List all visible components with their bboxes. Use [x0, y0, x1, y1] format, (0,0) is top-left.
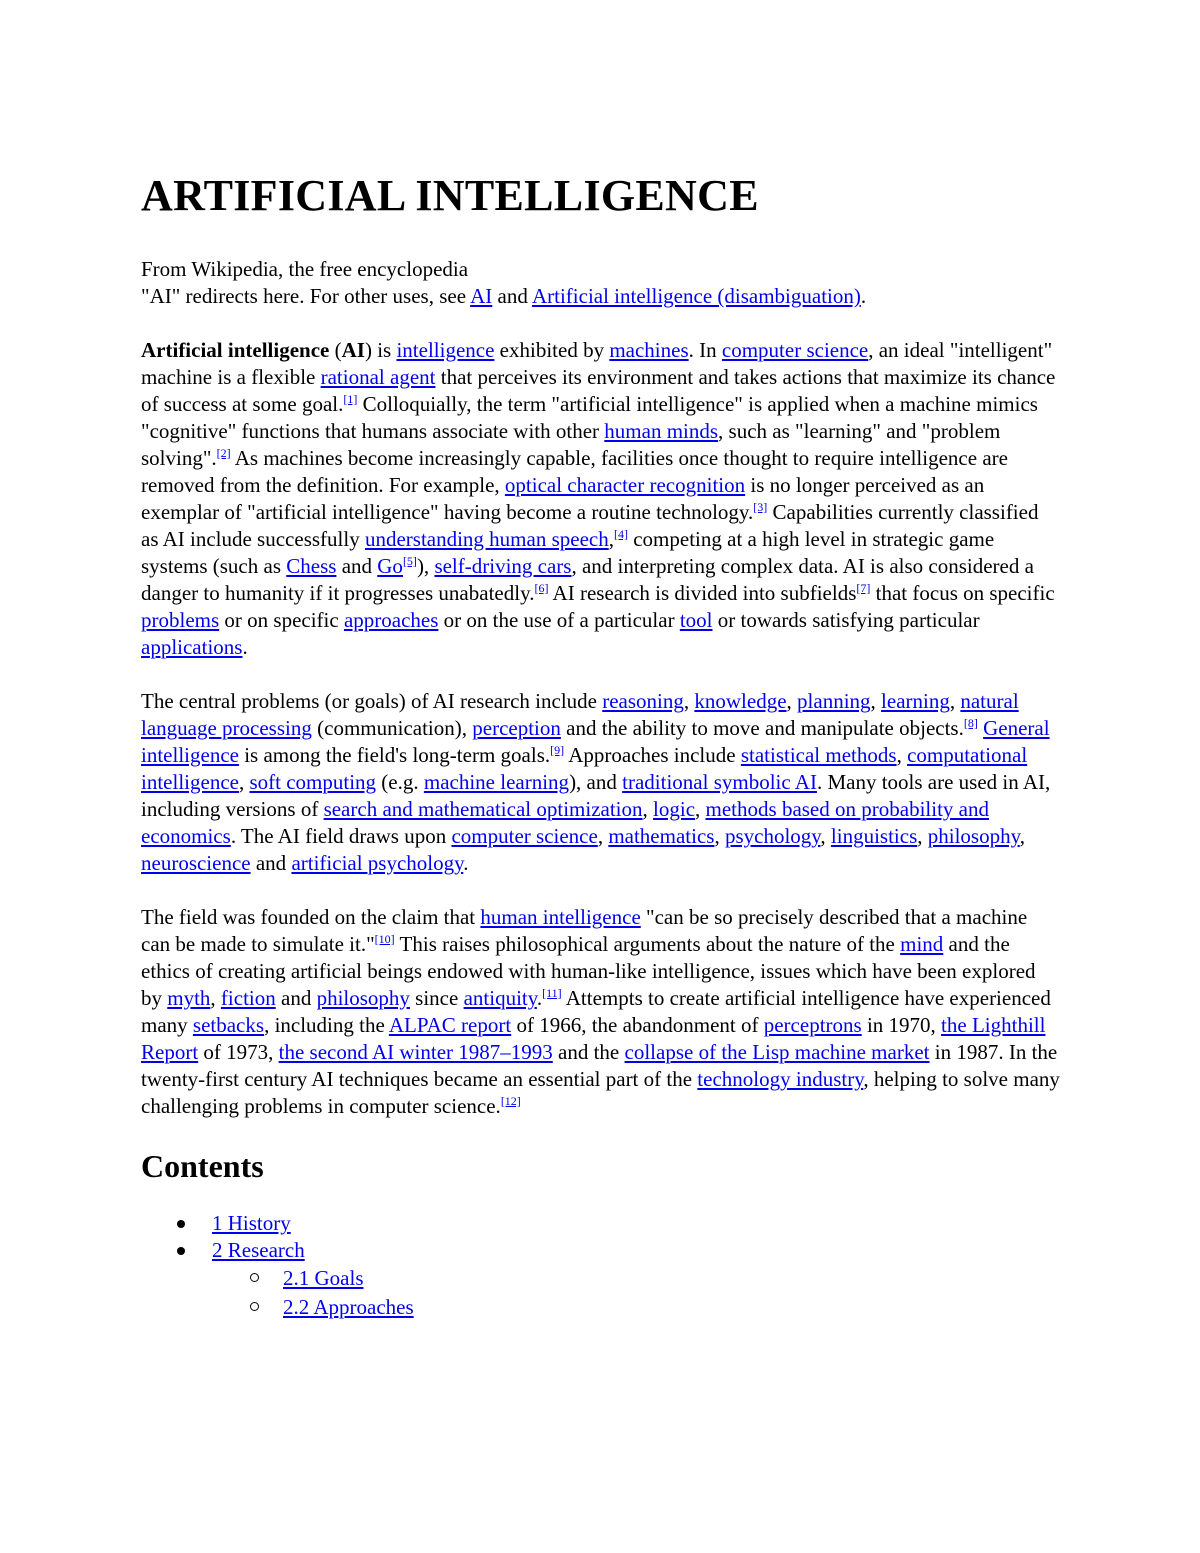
text-run: and the ethics of creating artificial beings endowed with human-like intelligence, issues which have been explored by — [141, 932, 1036, 1010]
citation — [343, 392, 357, 406]
text-run: . — [463, 851, 469, 875]
link-perception[interactable]: perception — [472, 716, 561, 740]
text-run: , — [1019, 824, 1025, 848]
text-run: . — [242, 635, 248, 659]
text-run: The field was founded on the claim that — [141, 905, 481, 929]
citation — [217, 446, 231, 460]
link-machine-learning[interactable]: machine learning — [423, 770, 570, 794]
link-planning[interactable]: planning — [797, 689, 871, 713]
link-the-lighthill-report[interactable]: the Lighthill Report — [141, 1013, 1046, 1064]
hatnote-text: . — [860, 284, 867, 308]
text-run: , — [642, 797, 654, 821]
citation-link[interactable]: [11] — [542, 986, 562, 1000]
link-logic[interactable]: logic — [653, 797, 696, 821]
text-run: competing at a high level in strategic game systems (such as — [141, 527, 995, 578]
toc-link-2-1-goals[interactable]: 2.1 Goals — [283, 1266, 364, 1290]
text-run: of 1973, — [198, 1040, 279, 1064]
link-knowledge[interactable]: knowledge — [694, 689, 787, 713]
link-methods-based-on-probability-and-economics[interactable]: methods based on probability and economics — [141, 797, 989, 848]
text-run: , and interpreting complex data. AI is also considered a danger to humanity if it progresses unabatedly. — [141, 554, 1034, 605]
link-tool[interactable]: tool — [679, 608, 713, 632]
citation-link[interactable]: [12] — [500, 1094, 521, 1108]
link-statistical-methods[interactable]: statistical methods — [740, 743, 897, 767]
citation — [501, 1094, 521, 1108]
hatnote-link-disambiguation[interactable]: Artificial intelligence (disambiguation) — [531, 284, 861, 308]
paragraph-history — [141, 904, 1061, 1120]
text-run: , — [210, 986, 221, 1010]
text-run: , — [786, 689, 798, 713]
link-optical-character-recognition[interactable]: optical character recognition — [504, 473, 746, 497]
text-run: ), and — [569, 770, 623, 794]
paragraph-intro — [141, 337, 1061, 661]
hatnote-text: and — [492, 284, 532, 308]
hatnote-link-ai[interactable]: AI — [470, 284, 493, 308]
citation-link[interactable]: [8] — [963, 716, 978, 730]
text-run: , — [870, 689, 882, 713]
citation-link[interactable]: [6] — [534, 581, 549, 595]
citation-link[interactable]: [7] — [856, 581, 871, 595]
text-run: , — [683, 689, 695, 713]
link-alpac-report[interactable]: ALPAC report — [388, 1013, 512, 1037]
text-run: . — [536, 986, 543, 1010]
text-run: or towards satisfying particular — [712, 608, 980, 632]
link-soft-computing[interactable]: soft computing — [249, 770, 377, 794]
citation-link[interactable]: [3] — [753, 500, 768, 514]
link-machines[interactable]: machines — [609, 338, 689, 362]
link-human-intelligence[interactable]: human intelligence — [480, 905, 641, 929]
text-run: Approaches include — [564, 743, 741, 767]
link-psychology[interactable]: psychology — [724, 824, 821, 848]
text-run: is no longer perceived as an exemplar of "artificial intelligence" having become a routine technology. — [141, 473, 985, 524]
text-run: , — [695, 797, 706, 821]
link-computer-science[interactable]: computer science — [451, 824, 598, 848]
toc-link-2-research[interactable]: 2 Research — [212, 1238, 305, 1262]
text-run: , — [597, 824, 609, 848]
link-antiquity[interactable]: antiquity — [463, 986, 537, 1010]
link-perceptrons[interactable]: perceptrons — [763, 1013, 862, 1037]
text-run: (e.g. — [376, 770, 424, 794]
citation-link[interactable]: [5] — [402, 554, 417, 568]
link-linguistics[interactable]: linguistics — [830, 824, 918, 848]
citation — [534, 581, 548, 595]
citation — [753, 500, 767, 514]
text-run: in 1987. In the twenty-first century AI techniques became an essential part of the — [141, 1040, 1058, 1091]
link-traditional-symbolic-ai[interactable]: traditional symbolic AI — [622, 770, 817, 794]
text-run: since — [409, 986, 464, 1010]
citation — [964, 716, 978, 730]
text-run: ( — [329, 338, 342, 362]
text-run: Capabilities currently classified as AI include successfully — [141, 500, 1039, 551]
link-computer-science[interactable]: computer science — [721, 338, 869, 362]
text-run: , — [896, 743, 908, 767]
link-self-driving-cars[interactable]: self-driving cars — [434, 554, 572, 578]
text-run: "can be so precisely described that a machine can be made to simulate it." — [141, 905, 1028, 956]
citation — [550, 743, 564, 757]
from-line: From Wikipedia, the free encyclopedia — [141, 257, 469, 281]
text-run: ) is — [364, 338, 397, 362]
bold-term: Artificial intelligence — [141, 338, 330, 362]
link-natural-language-processing[interactable]: natural language processing — [141, 689, 1019, 740]
text-run: , — [238, 770, 250, 794]
citation-link[interactable]: [4] — [613, 527, 628, 541]
text-run: and — [336, 554, 378, 578]
link-artificial-psychology[interactable]: artificial psychology — [291, 851, 464, 875]
toc-item — [141, 1210, 1061, 1237]
text-run: , — [608, 527, 614, 551]
text-run: or on specific — [219, 608, 344, 632]
text-run: The central problems (or goals) of AI research include — [141, 689, 603, 713]
text-run: . In — [688, 338, 722, 362]
text-run: and — [275, 986, 317, 1010]
text-run: , — [917, 824, 928, 848]
citation — [542, 986, 562, 1000]
link-search-and-mathematical-optimization[interactable]: search and mathematical optimization — [323, 797, 643, 821]
text-run: , — [714, 824, 725, 848]
link-intelligence[interactable]: intelligence — [396, 338, 495, 362]
link-philosophy[interactable]: philosophy — [927, 824, 1020, 848]
text-run: and — [250, 851, 292, 875]
contents-heading: Contents — [141, 1148, 264, 1184]
toc-link-2-2-approaches[interactable]: 2.2 Approaches — [283, 1295, 414, 1319]
toc-link-1-history[interactable]: 1 History — [212, 1211, 291, 1235]
link-mathematics[interactable]: mathematics — [608, 824, 715, 848]
link-applications[interactable]: applications — [141, 635, 243, 659]
link-go[interactable]: Go — [377, 554, 403, 578]
link-philosophy[interactable]: philosophy — [316, 986, 410, 1010]
citation — [856, 581, 870, 595]
link-myth[interactable]: myth — [167, 986, 211, 1010]
link-reasoning[interactable]: reasoning — [602, 689, 684, 713]
link-the-second-ai-winter-1987-1993[interactable]: the second AI winter 1987–1993 — [278, 1040, 553, 1064]
text-run: . The AI field draws upon — [230, 824, 452, 848]
text-run: and the ability to move and manipulate objects. — [560, 716, 964, 740]
text-run: , helping to solve many challenging problems in computer science. — [141, 1067, 1060, 1118]
text-run: AI research is divided into subfields — [548, 581, 857, 605]
link-fiction[interactable]: fiction — [220, 986, 276, 1010]
hatnote — [141, 283, 1061, 310]
link-general-intelligence[interactable]: General intelligence — [141, 716, 1050, 767]
link-rational-agent[interactable]: rational agent — [320, 365, 436, 389]
paragraph-goals — [141, 688, 1061, 877]
toc-item — [141, 1237, 1061, 1264]
hatnote-text: "AI" redirects here. For other uses, see — [141, 284, 471, 308]
text-run: exhibited by — [494, 338, 610, 362]
text-run: (communication), — [311, 716, 473, 740]
citation — [375, 932, 395, 946]
link-approaches[interactable]: approaches — [343, 608, 439, 632]
link-computational-intelligence[interactable]: computational intelligence — [141, 743, 1028, 794]
citation — [614, 527, 628, 541]
citation-link[interactable]: [2] — [216, 446, 231, 460]
link-problems[interactable]: problems — [141, 608, 220, 632]
link-neuroscience[interactable]: neuroscience — [141, 851, 251, 875]
text-run: , an ideal "intelligent" machine is a flexible — [141, 338, 1053, 389]
text-run: or on the use of a particular — [438, 608, 680, 632]
citation-link[interactable]: [9] — [550, 743, 565, 757]
bold-term: AI — [341, 338, 365, 362]
text-run: that focus on specific — [870, 581, 1055, 605]
text-run: , including the — [264, 1013, 389, 1037]
text-run: in 1970, — [861, 1013, 942, 1037]
text-run: , — [949, 689, 961, 713]
text-run: ), — [416, 554, 435, 578]
toc-item — [141, 1293, 1061, 1322]
toc-item — [141, 1264, 1061, 1293]
citation — [403, 554, 417, 568]
citation-link[interactable]: [10] — [374, 932, 395, 946]
text-run: that perceives its environment and takes actions that maximize its chance of success at some goal. — [141, 365, 1056, 416]
text-run: This raises philosophical arguments about the nature of the — [394, 932, 901, 956]
link-chess[interactable]: Chess — [286, 554, 337, 578]
text-run: Colloquially, the term "artificial intelligence" is applied when a machine mimics "cognitive" functions that humans associate with other — [141, 392, 1038, 443]
text-run: Attempts to create artificial intelligence have experienced many — [141, 986, 1051, 1037]
text-run: of 1966, the abandonment of — [511, 1013, 764, 1037]
link-human-minds[interactable]: human minds — [604, 419, 719, 443]
table-of-contents — [141, 1210, 1061, 1322]
citation-link[interactable]: [1] — [343, 392, 358, 406]
text-run: is among the field's long-term goals. — [238, 743, 551, 767]
page-title: ARTIFICIAL INTELLIGENCE — [141, 171, 759, 220]
text-run: As machines become increasingly capable, facilities once thought to require intelligence are removed from the definition. For example, — [141, 446, 1008, 497]
text-run: and the — [552, 1040, 625, 1064]
text-run: , such as "learning" and "problem solving". — [141, 419, 1001, 470]
link-setbacks[interactable]: setbacks — [192, 1013, 265, 1037]
link-mind[interactable]: mind — [900, 932, 944, 956]
link-understanding-human-speech[interactable]: understanding human speech — [364, 527, 609, 551]
link-technology-industry[interactable]: technology industry — [697, 1067, 864, 1091]
article — [141, 168, 1061, 1322]
text-run: , — [820, 824, 831, 848]
link-collapse-of-the-lisp-machine-market[interactable]: collapse of the Lisp machine market — [624, 1040, 930, 1064]
text-run: . Many tools are used in AI, including versions of — [141, 770, 1051, 821]
link-learning[interactable]: learning — [881, 689, 950, 713]
